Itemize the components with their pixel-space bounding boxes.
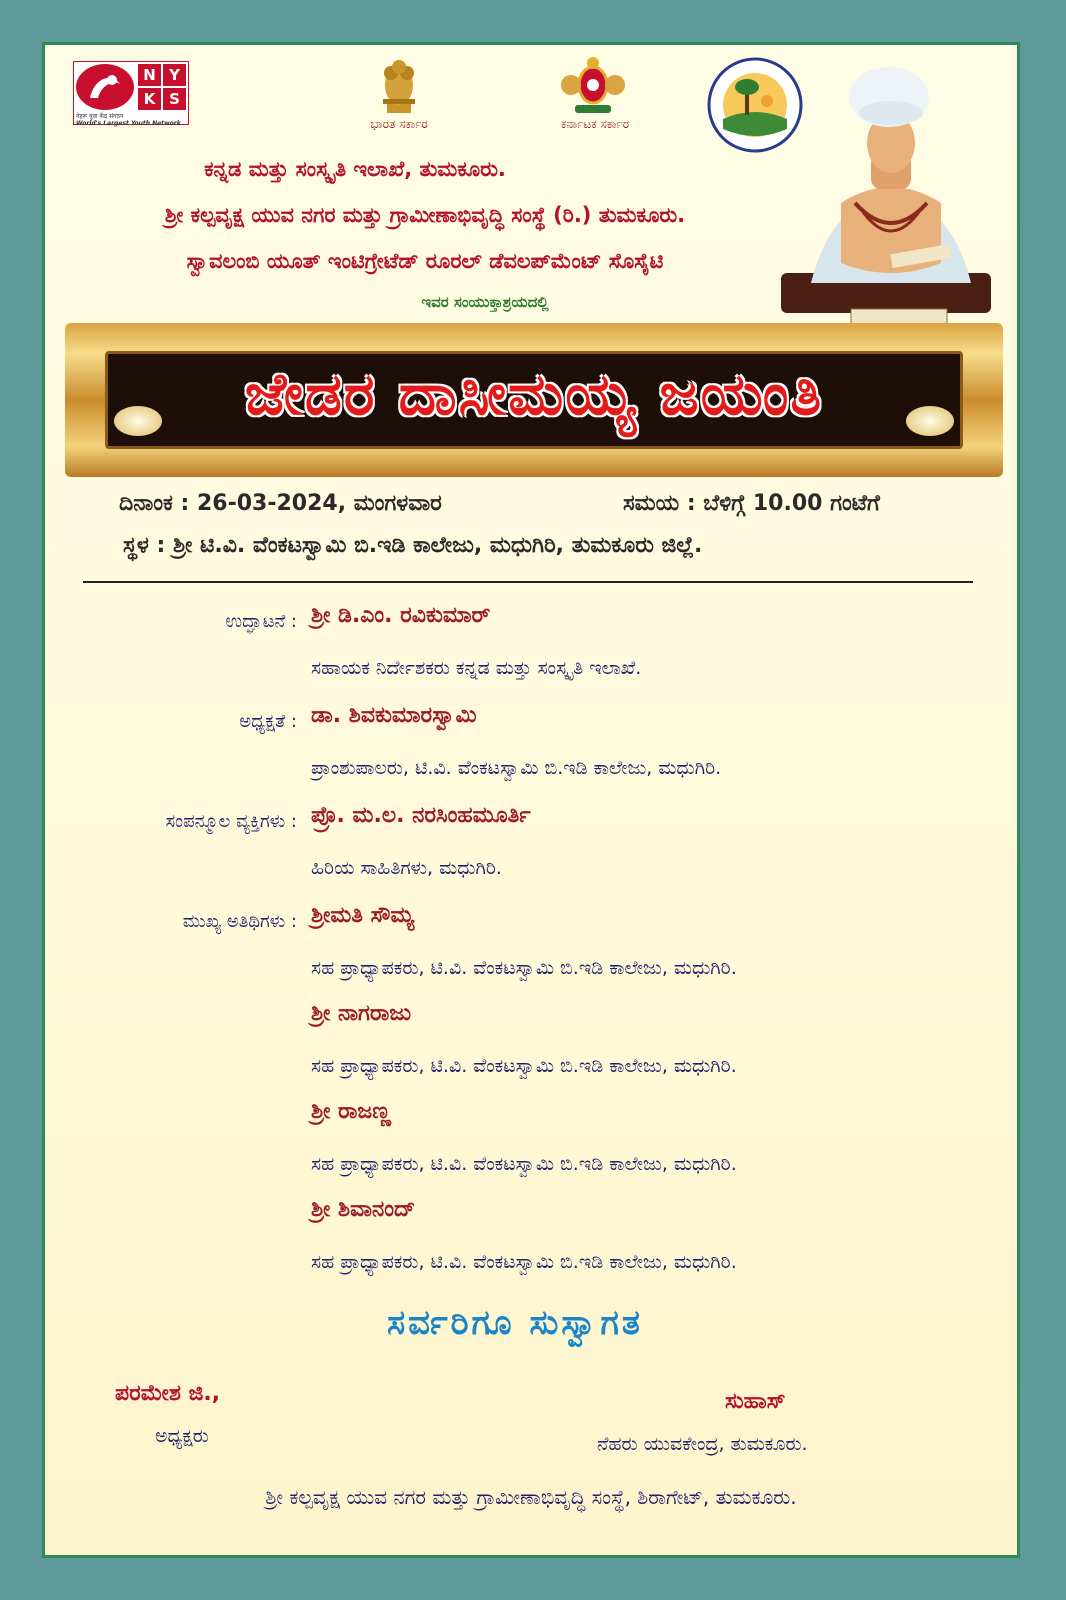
nyks-circle-mark [76, 64, 134, 110]
program-name: ಶ್ರೀ ನಾಗರಾಜು [311, 1001, 412, 1026]
nyks-tagline-hindi: नेहरू युवा केंद्र संगठन [76, 113, 124, 120]
title-banner-inner [105, 351, 963, 449]
header-line-2: ಶ್ರೀ ಕಲ್ಪವೃಕ್ಷ ಯುವ ನಗರ ಮತ್ತು ಗ್ರಾಮೀಣಾಭಿವೃದ್ಧಿ ಸಂಸ್ಥೆ (ರಿ.) ತುಮಕೂರು. [164, 203, 686, 227]
program-desc: ಸಹ ಪ್ರಾಧ್ಯಾಪಕರು, ಟಿ.ವಿ. ವೆಂಕಟಸ್ವಾಮಿ ಬಿ.ಇಡಿ ಕಾಲೇಜು, ಮಧುಗಿರಿ. [311, 1251, 737, 1273]
nyks-tagline [76, 112, 181, 127]
event-title: ಜೇಡರ ದಾಸೀಮಯ್ಯ ಜಯಂತಿ [244, 360, 824, 428]
program-desc: ಸಹ ಪ್ರಾಧ್ಯಾಪಕರು, ಟಿ.ವಿ. ವೆಂಕಟಸ್ವಾಮಿ ಬಿ.ಇಡಿ ಕಾಲೇಜು, ಮಧುಗಿರಿ. [311, 957, 737, 979]
right-signatory-name: ಸುಹಾಸ್ [725, 1389, 786, 1414]
program-desc: ಪ್ರಾಂಶುಪಾಲರು, ಟಿ.ವಿ. ವೆಂಕಟಸ್ವಾಮಿ ಬಿ.ಇಡಿ ಕಾಲೇಜು, ಮಧುಗಿರಿ. [311, 757, 722, 779]
program-label: ಮುಖ್ಯ ಅತಿಥಿಗಳು : [182, 911, 297, 932]
event-date: ದಿನಾಂಕ : 26-03-2024, ಮಂಗಳವಾರ [119, 491, 442, 516]
left-signatory-role: ಅಧ್ಯಕ್ಷರು [155, 1425, 209, 1447]
header-line-4: ಇವರ ಸಂಯುಕ್ತಾಶ್ರಯದಲ್ಲಿ [421, 293, 549, 311]
right-signatory-role: ನೆಹರು ಯುವಕೇಂದ್ರ, ತುಮಕೂರು. [597, 1433, 808, 1455]
title-banner [65, 323, 1003, 477]
footer-address: ಶ್ರೀ ಕಲ್ಪವೃಕ್ಷ ಯುವ ನಗರ ಮತ್ತು ಗ್ರಾಮೀಣಾಭಿವೃದ್ಧಿ ಸಂಸ್ಥೆ, ಶಿರಾಗೇಟ್, ತುಮಕೂರು. [265, 1485, 797, 1509]
header-line-1: ಕನ್ನಡ ಮತ್ತು ಸಂಸ್ಕೃತಿ ಇಲಾಖೆ, ತುಮಕೂರು. [204, 157, 506, 181]
left-signatory-name: ಪರಮೇಶ ಜಿ., [115, 1381, 221, 1406]
program-desc: ಸಹ ಪ್ರಾಧ್ಯಾಪಕರು, ಟಿ.ವಿ. ವೆಂಕಟಸ್ವಾಮಿ ಬಿ.ಇಡಿ ಕಾಲೇಜು, ಮಧುಗಿರಿ. [311, 1153, 737, 1175]
invitation-card [42, 42, 1020, 1558]
program-label: ಉದ್ಘಾಟನೆ : [225, 611, 297, 632]
program-name: ಶ್ರೀಮತಿ ಸೌಮ್ಯ [311, 903, 415, 928]
program-label: ಸಂಪನ್ಮೂಲ ವ್ಯಕ್ತಿಗಳು : [165, 811, 297, 832]
program-name: ಶ್ರೀ ಡಿ.ಎಂ. ರವಿಕುಮಾರ್ [311, 603, 491, 628]
nyks-tagline-english: World's Largest Youth Network [76, 120, 181, 127]
nyks-letter: Y [163, 64, 186, 86]
nyks-letter: S [163, 88, 186, 110]
program-name: ಶ್ರೀ ರಾಜಣ್ಣ [311, 1099, 391, 1124]
karnataka-emblem-icon [557, 55, 629, 117]
program-desc: ಸಹ ಪ್ರಾಧ್ಯಾಪಕರು, ಟಿ.ವಿ. ವೆಂಕಟಸ್ವಾಮಿ ಬಿ.ಇಡಿ ಕಾಲೇಜು, ಮಧುಗಿರಿ. [311, 1055, 737, 1077]
nyks-letter: K [138, 88, 161, 110]
program-name: ಡಾ. ಶಿವಕುಮಾರಸ್ವಾಮಿ [311, 703, 477, 728]
event-venue: ಸ್ಥಳ : ಶ್ರೀ ಟಿ.ವಿ. ವೆಂಕಟಸ್ವಾಮಿ ಬಿ.ಇಡಿ ಕಾಲೇಜು, ಮಧುಗಿರಿ, ತುಮಕೂರು ಜಿಲ್ಲೆ. [123, 533, 703, 558]
program-name: ಪ್ರೊ. ಮ.ಲ. ನರಸಿಂಹಮೂರ್ತಿ [311, 803, 531, 828]
program-desc: ಹಿರಿಯ ಸಾಹಿತಿಗಳು, ಮಧುಗಿರಿ. [311, 857, 502, 879]
govt-india-label: ಭಾರತ ಸರ್ಕಾರ [370, 117, 428, 131]
event-time: ಸಮಯ : ಬೆಳಿಗ್ಗೆ 10.00 ಗಂಟೆಗೆ [623, 491, 880, 516]
nyks-letters [138, 64, 186, 110]
nyks-letter: N [138, 64, 161, 86]
govt-karnataka-label: ಕರ್ನಾಟಕ ಸರ್ಕಾರ [560, 117, 630, 131]
welcome-text: ಸರ್ವರಿಗೂ ಸುಸ್ವಾಗತ [387, 1303, 643, 1343]
program-desc: ಸಹಾಯಕ ನಿರ್ದೇಶಕರು ಕನ್ನಡ ಮತ್ತು ಸಂಸ್ಕೃತಿ ಇಲಾಖೆ. [311, 657, 642, 679]
nyks-logo-icon [73, 61, 189, 125]
divider [83, 581, 973, 583]
program-label: ಅಧ್ಯಕ್ಷತೆ : [239, 711, 297, 732]
program-name: ಶ್ರೀ ಶಿವಾನಂದ್ [311, 1197, 416, 1222]
header-line-3: ಸ್ವಾವಲಂಬಿ ಯೂತ್ ಇಂಟಿಗ್ರೇಟೆಡ್ ರೂರಲ್ ಡೆವಲಪ್‌ಮೆಂಟ್ ಸೊಸೈಟಿ [186, 249, 664, 273]
